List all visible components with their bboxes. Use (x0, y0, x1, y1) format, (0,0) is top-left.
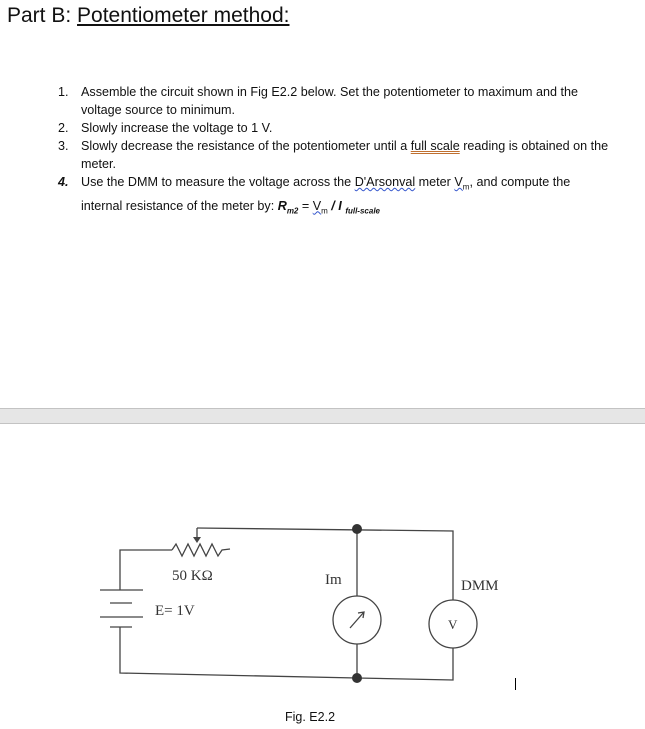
list-item: 4. Use the DMM to measure the voltage across the D'Arsonval meter $V_m$, and compute the internal resistance of the meter by: $R_{m2} = V_m / I$ $_{full-scale}$ (58, 175, 571, 216)
text-cursor (515, 678, 516, 690)
top-wire (197, 528, 453, 600)
bottom-wire (120, 627, 453, 680)
wiper-arrow-icon (193, 537, 201, 543)
meter-needle-icon (350, 612, 364, 628)
figure-caption: Fig. E2.2 (285, 710, 336, 724)
meter-label: Im (325, 572, 342, 588)
list-item: 2. Slowly increase the voltage to 1 V. (58, 121, 273, 135)
section-heading: Part B: Potentiometer method: (7, 4, 290, 27)
left-wire (120, 550, 172, 590)
voltmeter-symbol: V (448, 617, 458, 632)
dmm-label: DMM (461, 578, 499, 594)
battery-icon (100, 590, 143, 627)
potentiometer-icon (172, 544, 230, 556)
list-item: 3. Slowly decrease the resistance of the potentiometer until a full scale reading is obtained on the meter. (58, 139, 609, 171)
junction-node-bottom (352, 673, 362, 683)
list-item: 1. Assemble the circuit shown in Fig E2.2 below. Set the potentiometer to maximum and the voltage source to minimum. (58, 85, 579, 117)
junction-node-top (352, 524, 362, 534)
resistor-label: 50 KΩ (172, 568, 213, 584)
source-label: E= 1V (155, 603, 195, 619)
